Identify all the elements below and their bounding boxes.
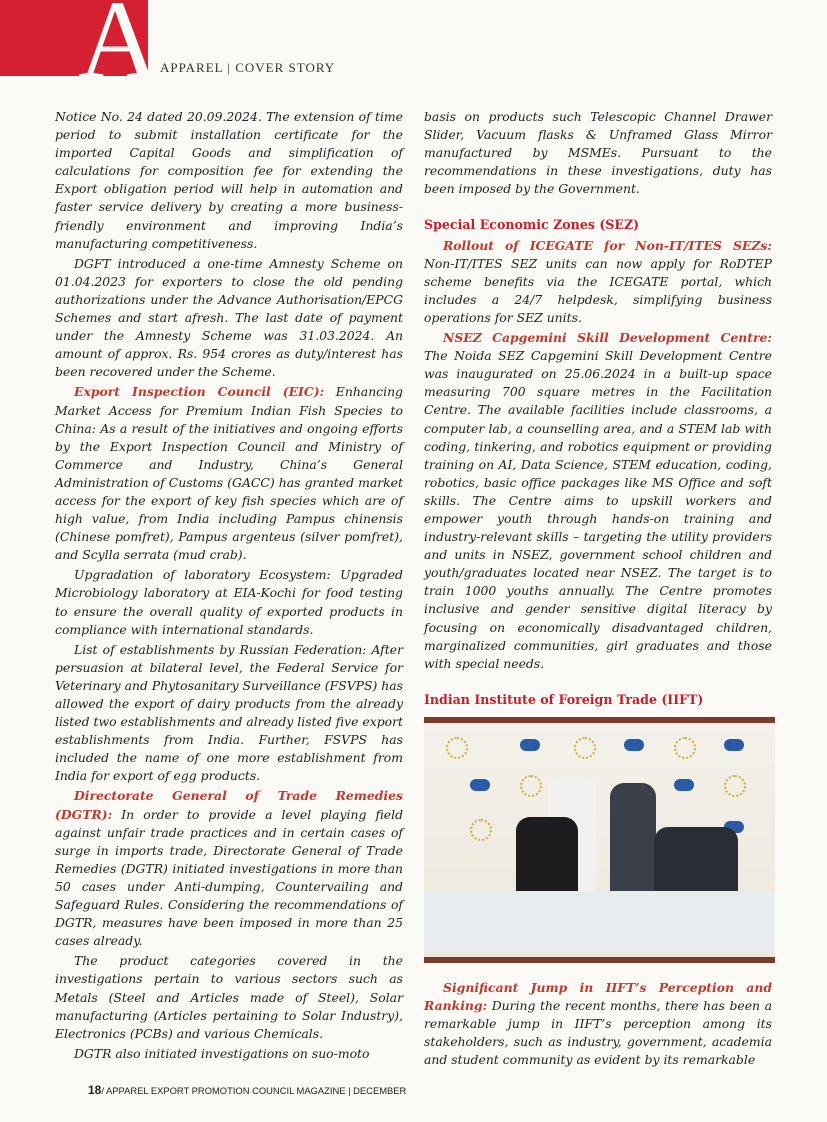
paragraph: basis on products such Telescopic Channel Drawer Slider, Vacuum flasks & Unframed Glass Mirror manufactured by MSMEs. Pursuant to the recommendations in these investigations, duty has been imposed by the Government. <box>424 109 772 197</box>
logo-letter: A <box>78 0 159 102</box>
section-heading-iift: Indian Institute of Foreign Trade (IIFT) <box>424 691 704 707</box>
right-column <box>424 108 772 1071</box>
paragraph-body: Enhancing Market Access for Premium Indian Fish Species to China: As a result of the initiatives and ongoing efforts by the Export Inspection Council and Ministry of Commerce and Industry, China’s General Administration of Customs (GACC) has granted market access for the export of key fish species which are of high value, from India including Pampus chinensis (Chinese pomfret), Pampus argenteus (silver pomfret), and Scylla serrata (mud crab). <box>55 384 403 563</box>
inline-heading: Export Inspection Council (EIC): <box>74 384 325 400</box>
inline-heading: Directorate General of Trade Remedies (DGTR): <box>55 788 403 822</box>
paragraph <box>424 329 772 673</box>
paragraph <box>55 383 403 564</box>
paragraph: DGTR also initiated investigations on suo-moto <box>74 1045 370 1061</box>
paragraph <box>55 787 403 950</box>
inline-heading: Rollout of ICEGATE for Non-IT/ITES SEZs: <box>443 237 772 253</box>
signing-table <box>424 891 775 951</box>
paragraph-body: Non-IT/ITES SEZ units can now apply for RoDTEP scheme benefits via the ICEGATE portal, which includes a 24/7 helpdesk, simplifying business operations for SEZ units. <box>424 255 772 325</box>
paragraph-body: During the recent months, there has been a remarkable jump in IIFT’s perception among its stakeholders, such as industry, government, academia and student community as evident by its remarkable <box>424 998 772 1068</box>
section-label: APPAREL | COVER STORY <box>160 60 336 75</box>
paragraph: Notice No. 24 dated 20.09.2024. The extension of time period to submit installation certificate for the imported Capital Goods and simplification of calculations for composition fee for extending the Export obligation period will help in automation and faster service delivery by creating a more business-friendly environment and improving India’s manufacturing competitiveness. <box>55 109 403 251</box>
inline-heading: NSEZ Capgemini Skill Development Centre: <box>443 330 772 346</box>
paragraph-body: The Noida SEZ Capgemini Skill Development Centre was inaugurated on 25.06.2024 in a built-up space measuring 700 square metres in the Facilitation Centre. The available facilities include classrooms, a computer lab, a counselling area, and a STEM lab with coding, tinkering, and robotics equipment or providing training on AI, Data Science, STEM education, coding, robotics, basic office packages like MS Office and soft skills. The Centre aims to upskill workers and empower youth through hands-on training and industry-relevant skills – targeting the utility providers and units in NSEZ, government school children and youth/graduates located near NSEZ. The target is to train 1000 youths annually. The Centre promotes inclusive and gender sensitive digital literacy by focusing on economically disadvantaged children, marginalized communities, girl graduates and those with special needs. <box>424 348 772 671</box>
magazine-logo <box>0 0 159 102</box>
signing-ceremony-photo <box>424 717 775 963</box>
paragraph: The product categories covered in the investigations pertain to various sectors such as Metals (Steel and Articles made of Steel), Solar manufacturing (Articles pertaining to Solar Industry), Electronics (PCBs) and various Chemicals. <box>55 953 403 1041</box>
paragraph: List of establishments by Russian Federation: After persuasion at bilateral level, the Federal Service for Veterinary and Phytosanitary Surveillance (FSVPS) has allowed the export of dairy products from the already listed two establishments and already listed five export establishments from India. Further, FSVPS has included the name of one more establishment from India for export of egg products. <box>55 641 403 784</box>
paragraph-body: In order to provide a level playing field against unfair trade practices and in certain cases of surge in imports trade, Directorate General of Trade Remedies (DGTR) initiated investigations in more than 50 cases under Anti-dumping, Countervailing and Safeguard Rules. Considering the recommendations of DGTR, measures have been imposed in more than 25 cases already. <box>55 806 403 949</box>
paragraph <box>424 237 772 327</box>
paragraph: Upgradation of laboratory Ecosystem: Upgraded Microbiology laboratory at EIA-Kochi for food testing to ensure the overall quality of exported products in compliance with international standards. <box>55 567 403 637</box>
section-heading-sez: Special Economic Zones (SEZ) <box>424 217 640 233</box>
left-column <box>55 108 403 1065</box>
paragraph: DGFT introduced a one-time Amnesty Scheme on 01.04.2023 for exporters to close the old pending authorizations under the Advance Authorisation/EPCG Schemes and start afresh. The last date of payment under the Amnesty Scheme was 31.03.2024. An amount of approx. Rs. 954 crores as duty/interest has been recovered under the Scheme. <box>55 255 403 380</box>
footer-text: / APPAREL EXPORT PROMOTION COUNCIL MAGAZINE | DECEMBER <box>101 1085 407 1096</box>
page-footer <box>88 1083 406 1097</box>
page-number: 18 <box>88 1083 102 1097</box>
paragraph <box>424 979 772 1069</box>
inline-heading: Significant Jump in IIFT’s Perception and Ranking: <box>424 979 772 1013</box>
